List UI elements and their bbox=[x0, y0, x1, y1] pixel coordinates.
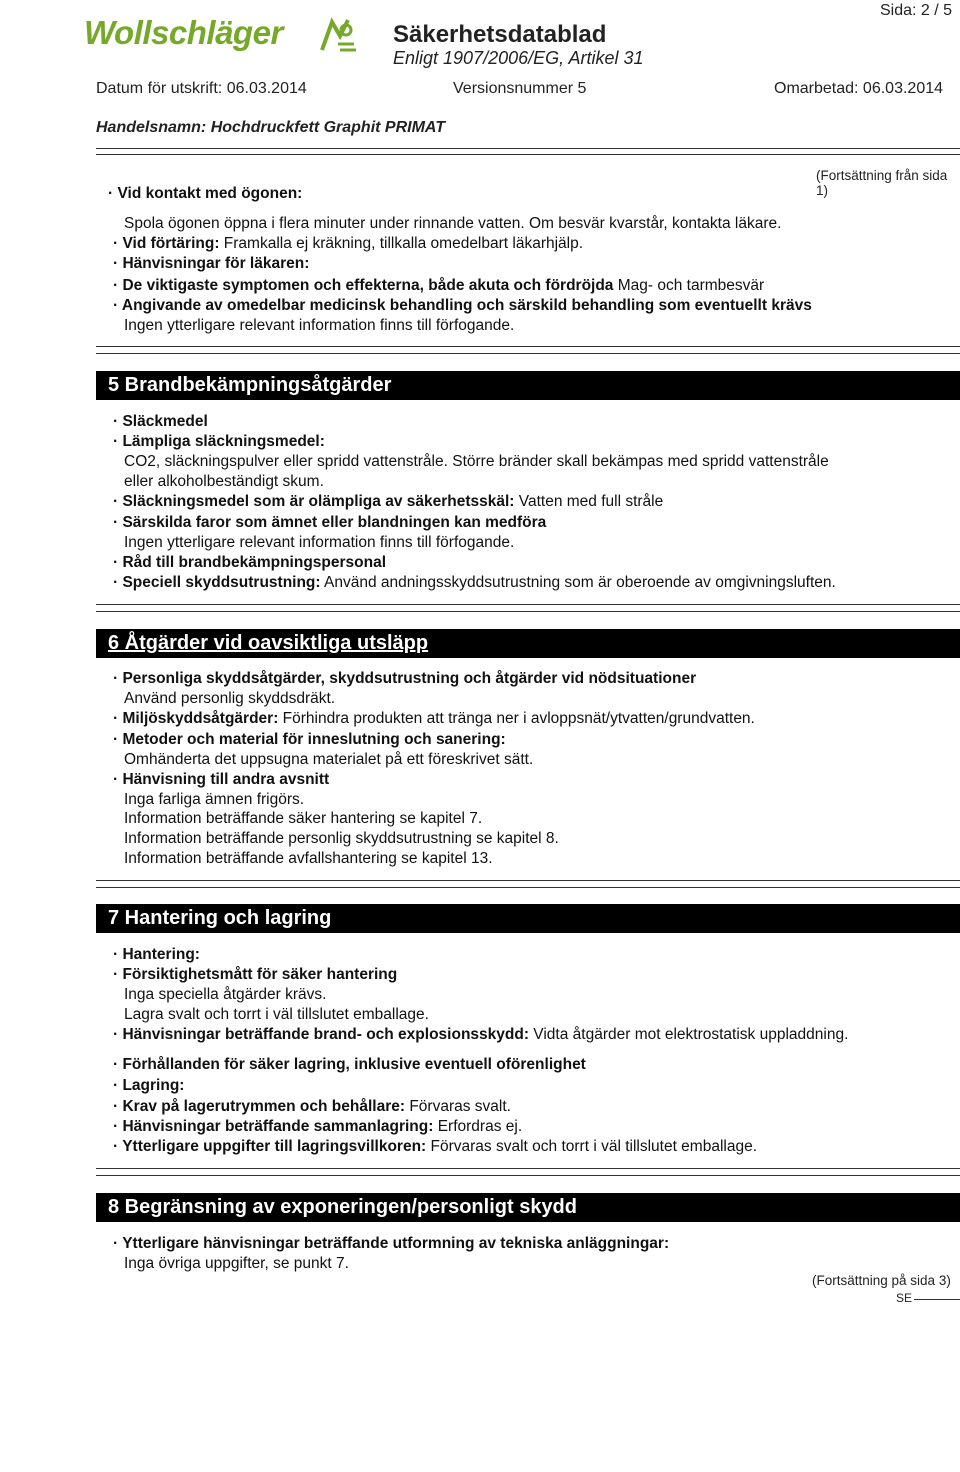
technical-measures-text: Inga övriga uppgifter, se punkt 7. bbox=[124, 1255, 349, 1272]
special-hazards-text: Ingen ytterligare relevant information finns till förfogande. bbox=[124, 534, 515, 551]
firefighter-advice-label: · Råd till brandbekämpningspersonal bbox=[113, 554, 387, 571]
swallow-text: Framkalla ej kräkning, tillkalla omedelbart läkarhjälp. bbox=[219, 235, 584, 252]
divider bbox=[96, 154, 960, 155]
storage-rooms-text: Förvaras svalt. bbox=[405, 1098, 511, 1115]
storage-label: · Lagring: bbox=[113, 1077, 185, 1094]
page-number: Sida: 2 / 5 bbox=[880, 2, 953, 19]
treatment-label: · Angivande av omedelbar medicinsk behandling och särskild behandling som eventuellt krävs bbox=[113, 297, 812, 314]
print-date: Datum för utskrift: 06.03.2014 bbox=[96, 80, 307, 97]
company-logo bbox=[84, 14, 364, 60]
joint-storage-line bbox=[113, 1117, 522, 1137]
unsuitable-media-line bbox=[113, 492, 663, 512]
other-sections-text: Inga farliga ämnen frigörs. bbox=[124, 791, 305, 808]
fire-protection-label: · Hänvisningar beträffande brand- och explosionsskydd: bbox=[113, 1026, 529, 1043]
storage-further-label: · Ytterligare uppgifter till lagringsvillkoren: bbox=[113, 1138, 427, 1155]
unsuitable-media-text: Vatten med full stråle bbox=[514, 493, 664, 510]
document-subtitle: Enligt 1907/2006/EG, Artikel 31 bbox=[393, 48, 644, 68]
personal-precautions-text: Använd personlig skyddsdräkt. bbox=[124, 690, 336, 707]
swallow-label: · Vid förtäring: bbox=[113, 235, 220, 252]
environmental-precautions-text: Förhindra produkten att tränga ner i avloppsnät/ytvatten/grundvatten. bbox=[278, 710, 755, 727]
section-7-title: 7 Hantering och lagring bbox=[96, 904, 960, 933]
version-number: Versionsnummer 5 bbox=[453, 80, 587, 97]
joint-storage-text: Erfordras ej. bbox=[433, 1118, 523, 1135]
section-6-title bbox=[96, 629, 960, 658]
divider bbox=[96, 611, 960, 612]
containment-methods-text: Omhänderta det uppsugna materialet på ett föreskrivet sätt. bbox=[124, 751, 534, 768]
company-logo-text: Wollschläger bbox=[84, 14, 283, 51]
suitable-media-text-2: eller alkoholbeständigt skum. bbox=[124, 473, 324, 490]
section-6-title-text: 6 Åtgärder vid oavsiktliga utsläpp bbox=[108, 632, 429, 654]
logo-emblem-icon bbox=[318, 16, 358, 56]
handling-label: · Hantering: bbox=[113, 946, 200, 963]
safe-handling-label: · Försiktighetsmått för säker hantering bbox=[113, 966, 398, 983]
trade-name: Handelsnamn: Hochdruckfett Graphit PRIMAT bbox=[96, 119, 446, 136]
technical-measures-label: · Ytterligare hänvisningar beträffande utformning av tekniska anläggningar: bbox=[113, 1235, 670, 1252]
divider bbox=[96, 1175, 960, 1176]
doctor-notes-label: · Hänvisningar för läkaren: bbox=[113, 255, 310, 272]
divider bbox=[96, 1168, 960, 1169]
divider bbox=[96, 604, 960, 605]
continued-to: (Fortsättning på sida 3) bbox=[812, 1273, 951, 1288]
suitable-media-text: CO2, släckningspulver eller spridd vattenstråle. Större bränder skall bekämpas med spridd vattenstråle bbox=[124, 453, 829, 470]
eye-contact-text: Spola ögonen öppna i flera minuter under rinnande vatten. Om besvär kvarstår, kontakta läkare. bbox=[124, 215, 782, 232]
personal-precautions-label: · Personliga skyddsåtgärder, skyddsutrustning och åtgärder vid nödsituationer bbox=[113, 670, 697, 687]
other-sections-text: Information beträffande säker hantering se kapitel 7. bbox=[124, 810, 483, 827]
suitable-media-label: · Lämpliga släckningsmedel: bbox=[113, 433, 325, 450]
joint-storage-label: · Hänvisningar beträffande sammanlagring: bbox=[113, 1118, 434, 1135]
divider bbox=[96, 353, 960, 354]
protective-equipment-text: Använd andningsskyddsutrustning som är oberoende av omgivningsluften. bbox=[320, 574, 836, 591]
footer-line bbox=[914, 1299, 960, 1300]
swallow-line bbox=[113, 234, 583, 254]
other-sections-text: Information beträffande personlig skyddsutrustning se kapitel 8. bbox=[124, 830, 559, 847]
divider bbox=[96, 148, 960, 149]
storage-rooms-label: · Krav på lagerutrymmen och behållare: bbox=[113, 1098, 406, 1115]
storage-further-text: Förvaras svalt och torrt i väl tillslutet emballage. bbox=[426, 1138, 758, 1155]
safe-handling-text-2: Lagra svalt och torrt i väl tillslutet emballage. bbox=[124, 1006, 429, 1023]
protective-equipment-label: · Speciell skyddsutrustning: bbox=[113, 574, 321, 591]
storage-further-line bbox=[113, 1137, 757, 1157]
document-title: Säkerhetsdatablad bbox=[393, 21, 607, 48]
protective-equipment-line bbox=[113, 573, 836, 593]
revision-date: Omarbetad: 06.03.2014 bbox=[774, 80, 944, 97]
divider bbox=[96, 346, 960, 347]
section-5-title: 5 Brandbekämpningsåtgärder bbox=[96, 371, 960, 400]
environmental-precautions-line bbox=[113, 709, 755, 729]
other-sections-label: · Hänvisning till andra avsnitt bbox=[113, 771, 330, 788]
continued-from: (Fortsättning från sida 1) bbox=[816, 168, 948, 198]
other-sections-text: Information beträffande avfallshantering se kapitel 13. bbox=[124, 850, 493, 867]
section-8-title: 8 Begränsning av exponeringen/personligt skydd bbox=[96, 1193, 960, 1222]
treatment-text: Ingen ytterligare relevant information finns till förfogande. bbox=[124, 317, 515, 334]
symptoms-label: · De viktigaste symptomen och effekterna, både akuta och fördröjda bbox=[113, 277, 614, 294]
storage-rooms-line bbox=[113, 1097, 511, 1117]
language-code: SE bbox=[896, 1291, 913, 1305]
symptoms-text: Mag- och tarmbesvär bbox=[613, 277, 765, 294]
storage-conditions-label: · Förhållanden för säker lagring, inklusive eventuell oförenlighet bbox=[113, 1056, 586, 1073]
containment-methods-label: · Metoder och material för inneslutning och sanering: bbox=[113, 731, 506, 748]
environmental-precautions-label: · Miljöskyddsåtgärder: bbox=[113, 710, 279, 727]
fire-protection-line bbox=[113, 1025, 848, 1045]
divider bbox=[96, 880, 960, 881]
extinguishing-media-label: · Släckmedel bbox=[113, 413, 208, 430]
fire-protection-text: Vidta åtgärder mot elektrostatisk uppladdning. bbox=[529, 1026, 849, 1043]
symptoms-line bbox=[113, 276, 764, 296]
divider bbox=[96, 887, 960, 888]
safe-handling-text: Inga speciella åtgärder krävs. bbox=[124, 986, 327, 1003]
special-hazards-label: · Särskilda faror som ämnet eller blandningen kan medföra bbox=[113, 514, 547, 531]
unsuitable-media-label: · Släckningsmedel som är olämpliga av säkerhetsskäl: bbox=[113, 493, 515, 510]
eye-contact-label: · Vid kontakt med ögonen: bbox=[108, 185, 303, 202]
